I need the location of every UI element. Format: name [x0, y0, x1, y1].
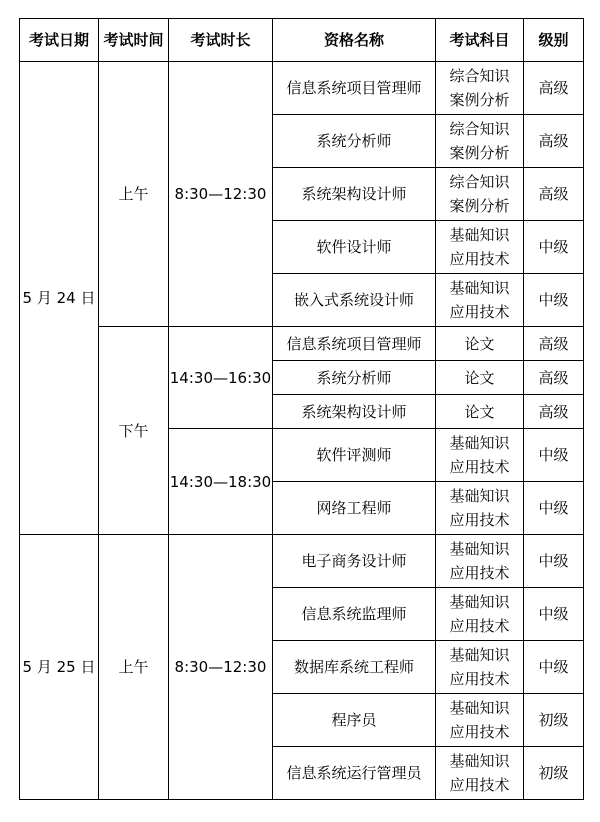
exam-schedule-table [19, 18, 584, 800]
table-row [20, 62, 584, 115]
qualification-name-cell: 系统分析师 [273, 115, 436, 168]
header-exam-time: 考试时间 [99, 19, 169, 62]
level-cell: 高级 [524, 168, 584, 221]
qualification-name-cell: 信息系统运行管理员 [273, 747, 436, 800]
exam-subject-cell: 基础知识 应用技术 [436, 694, 524, 747]
table-row [20, 535, 584, 588]
table-row [20, 327, 584, 361]
level-cell: 中级 [524, 274, 584, 327]
header-exam-duration: 考试时长 [169, 19, 273, 62]
header-exam-subject: 考试科目 [436, 19, 524, 62]
exam-session-cell: 上午 [99, 62, 169, 327]
qualification-name-cell: 电子商务设计师 [273, 535, 436, 588]
exam-duration-cell: 14:30—16:30 [169, 327, 273, 429]
exam-duration-cell: 14:30—18:30 [169, 429, 273, 535]
qualification-name-cell: 数据库系统工程师 [273, 641, 436, 694]
qualification-name-cell: 信息系统监理师 [273, 588, 436, 641]
level-cell: 中级 [524, 482, 584, 535]
header-qualification-name: 资格名称 [273, 19, 436, 62]
exam-subject-cell: 基础知识 应用技术 [436, 747, 524, 800]
exam-subject-cell: 基础知识 应用技术 [436, 641, 524, 694]
exam-subject-cell: 综合知识 案例分析 [436, 62, 524, 115]
qualification-name-cell: 信息系统项目管理师 [273, 62, 436, 115]
qualification-name-cell: 嵌入式系统设计师 [273, 274, 436, 327]
level-cell: 高级 [524, 327, 584, 361]
exam-session-cell: 上午 [99, 535, 169, 800]
level-cell: 中级 [524, 535, 584, 588]
qualification-name-cell: 软件设计师 [273, 221, 436, 274]
exam-subject-cell: 基础知识 应用技术 [436, 429, 524, 482]
exam-subject-cell: 基础知识 应用技术 [436, 274, 524, 327]
exam-duration-cell: 8:30—12:30 [169, 535, 273, 800]
qualification-name-cell: 软件评测师 [273, 429, 436, 482]
exam-session-cell: 下午 [99, 327, 169, 535]
exam-subject-cell: 基础知识 应用技术 [436, 588, 524, 641]
exam-subject-cell: 论文 [436, 361, 524, 395]
level-cell: 高级 [524, 361, 584, 395]
exam-subject-cell: 基础知识 应用技术 [436, 482, 524, 535]
level-cell: 中级 [524, 588, 584, 641]
level-cell: 高级 [524, 395, 584, 429]
level-cell: 初级 [524, 747, 584, 800]
header-exam-date: 考试日期 [20, 19, 99, 62]
level-cell: 中级 [524, 429, 584, 482]
level-cell: 高级 [524, 62, 584, 115]
exam-subject-cell: 论文 [436, 395, 524, 429]
qualification-name-cell: 系统分析师 [273, 361, 436, 395]
qualification-name-cell: 系统架构设计师 [273, 168, 436, 221]
header-row [20, 19, 584, 62]
qualification-name-cell: 系统架构设计师 [273, 395, 436, 429]
qualification-name-cell: 程序员 [273, 694, 436, 747]
level-cell: 中级 [524, 221, 584, 274]
exam-duration-cell: 8:30—12:30 [169, 62, 273, 327]
exam-subject-cell: 综合知识 案例分析 [436, 115, 524, 168]
qualification-name-cell: 信息系统项目管理师 [273, 327, 436, 361]
header-level: 级别 [524, 19, 584, 62]
exam-subject-cell: 综合知识 案例分析 [436, 168, 524, 221]
level-cell: 高级 [524, 115, 584, 168]
exam-date-cell: 5 月 24 日 [20, 62, 99, 535]
qualification-name-cell: 网络工程师 [273, 482, 436, 535]
exam-subject-cell: 基础知识 应用技术 [436, 221, 524, 274]
exam-subject-cell: 论文 [436, 327, 524, 361]
level-cell: 初级 [524, 694, 584, 747]
exam-date-cell: 5 月 25 日 [20, 535, 99, 800]
exam-subject-cell: 基础知识 应用技术 [436, 535, 524, 588]
level-cell: 中级 [524, 641, 584, 694]
